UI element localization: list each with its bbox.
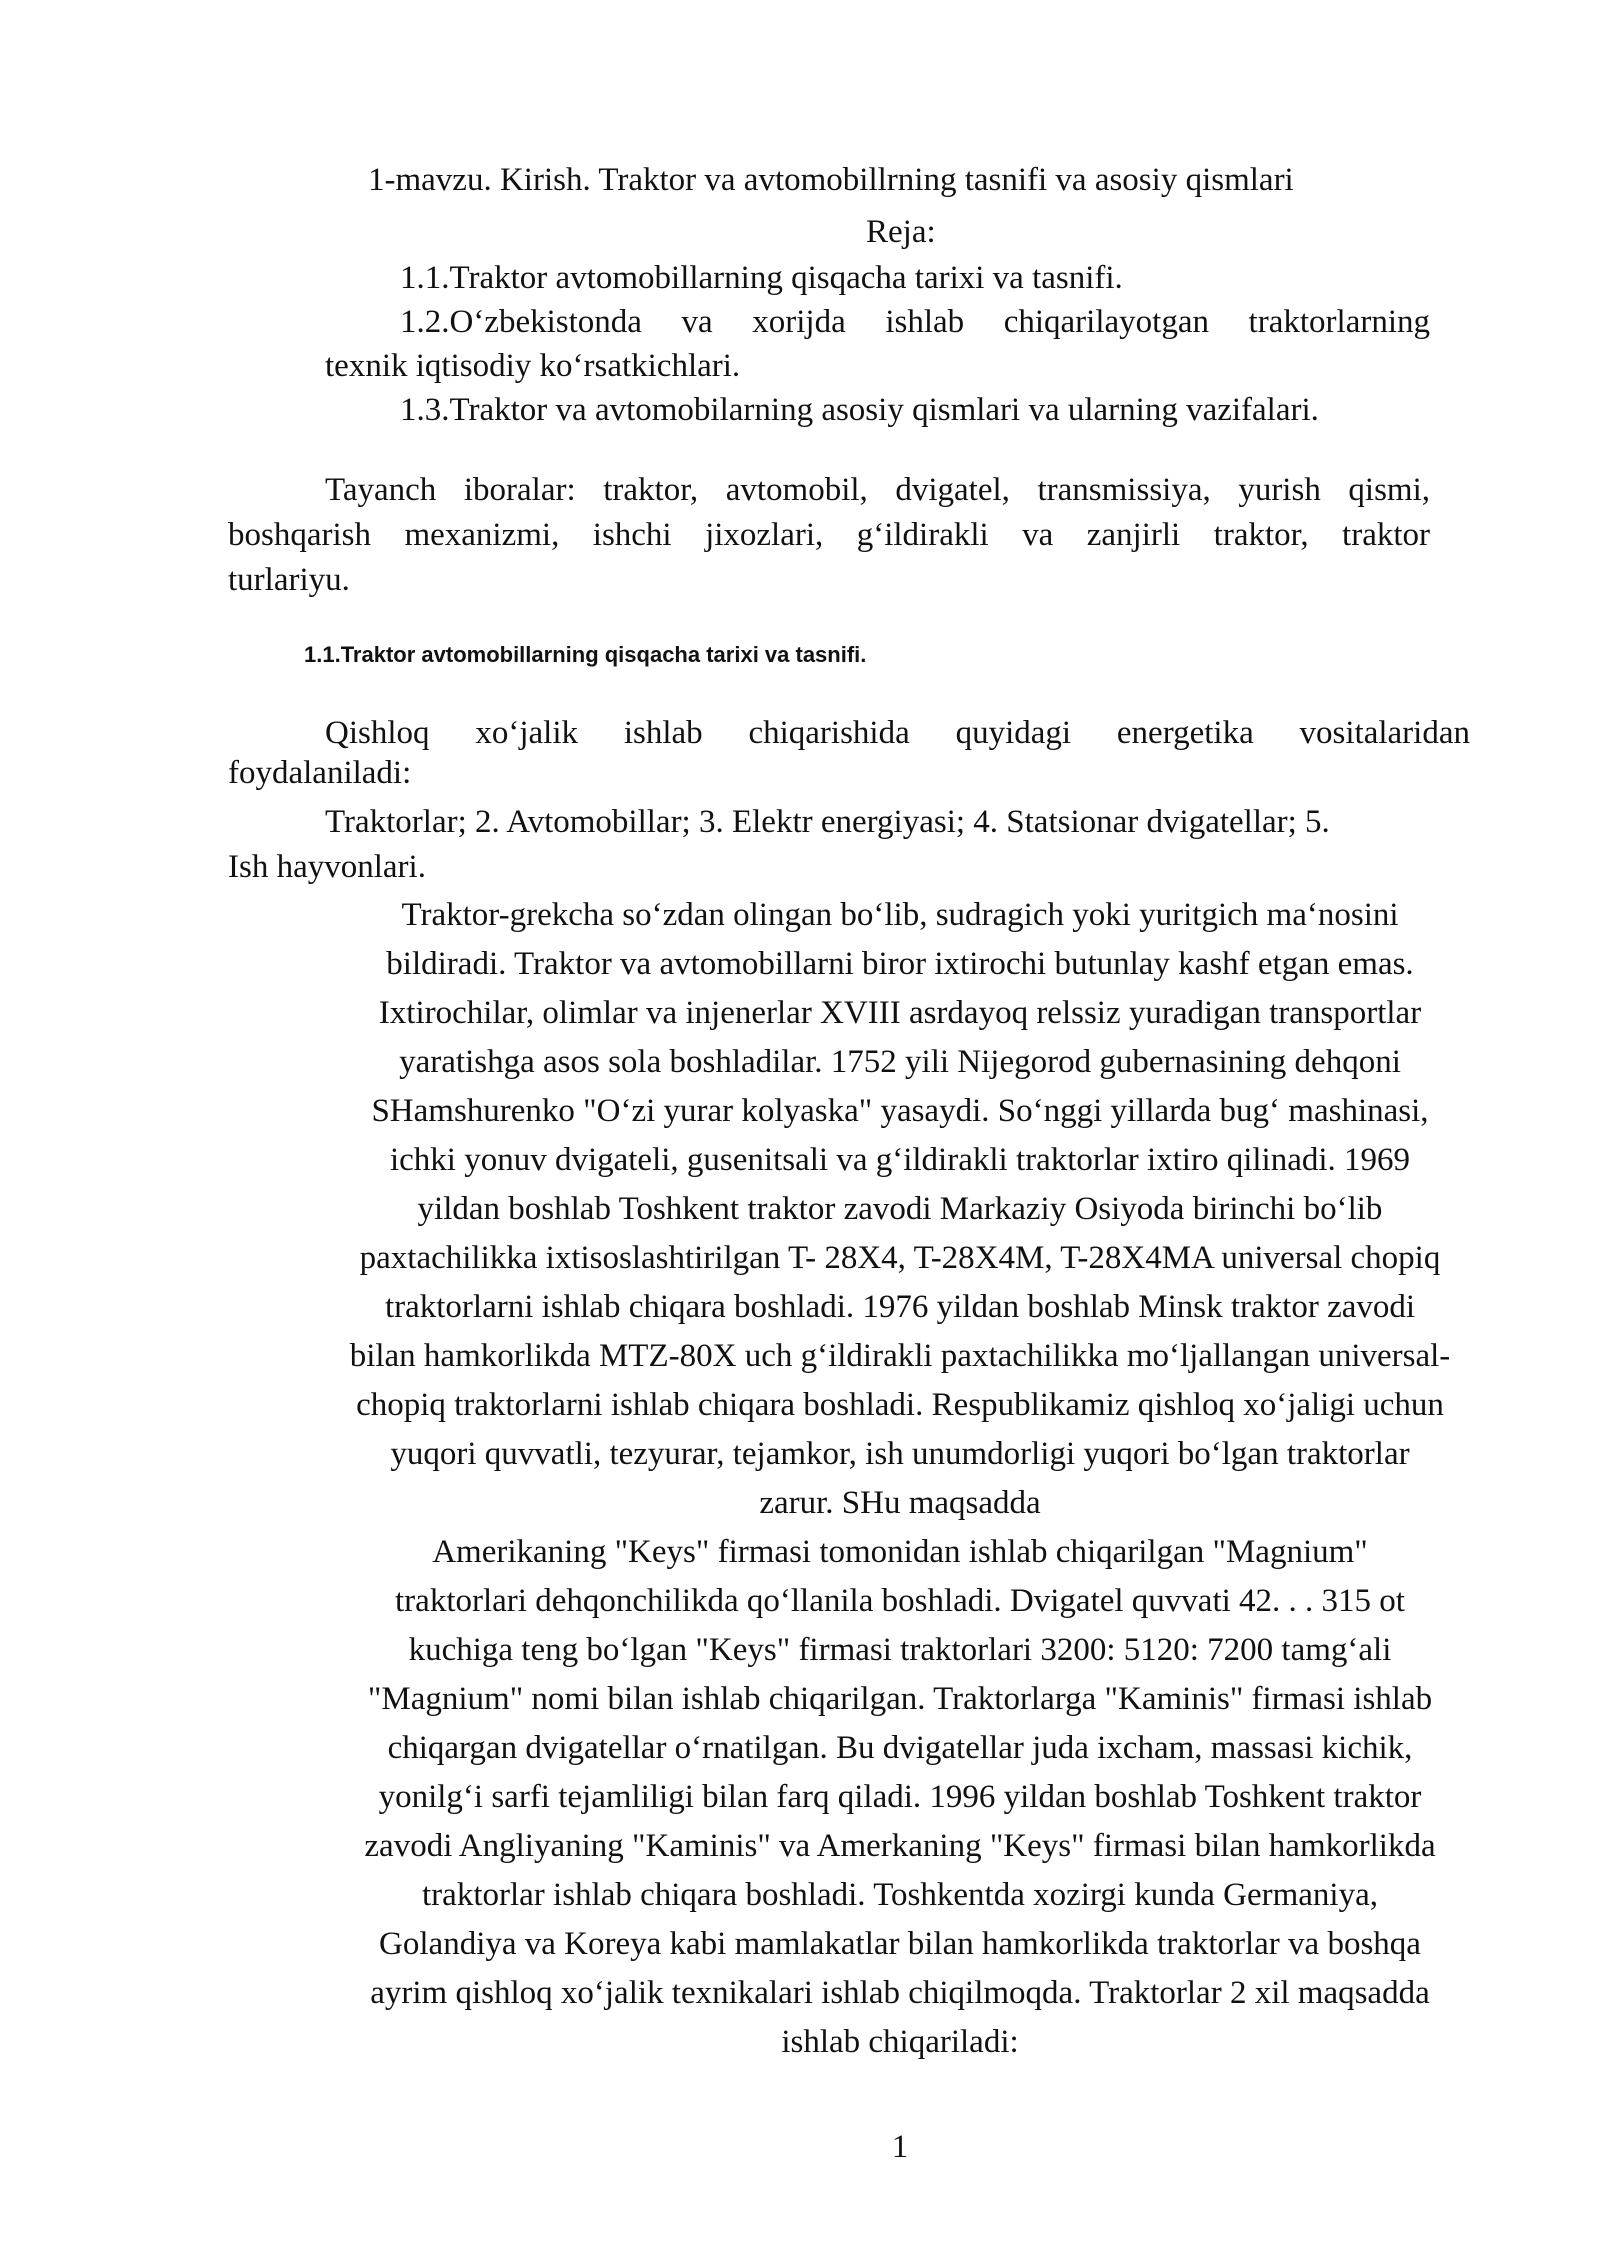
paragraph-line: Ixtirochilar, olimlar va injenerlar XVIII asrdayoq relssiz yuradigan transportlar: [378, 995, 1422, 1031]
paragraph-line: chiqargan dvigatellar o‘rnatilgan. Bu dvigatellar juda ixcham, massasi kichik,: [387, 1730, 1413, 1766]
plan-item-continuation: texnik iqtisodiy ko‘rsatkichlari.: [325, 348, 741, 384]
paragraph-line: SHamshurenko "O‘zi yurar kolyaska" yasaydi. So‘nggi yillarda bug‘ mashinasi,: [371, 1093, 1429, 1129]
paragraph-line: paxtachilikka ixtisoslashtirilgan T- 28X4, T-28X4M, T-28X4MA universal chopiq: [359, 1240, 1441, 1276]
paragraph-line: yildan boshlab Toshkent traktor zavodi Markaziy Osiyoda birinchi bo‘lib: [417, 1191, 1383, 1227]
plan-item: 1.2.O‘zbekistonda va xorijda ishlab chiqarilayotgan traktorlarning: [400, 304, 1430, 340]
document-title: 1-mavzu. Kirish. Traktor va avtomobillrning tasnifi va asosiy qismlari: [368, 162, 1294, 198]
paragraph-line: zavodi Angliyaning "Kaminis" va Amerkaning "Keys" firmasi bilan hamkorlikda: [364, 1828, 1436, 1864]
paragraph-line: traktorlari dehqonchilikda qo‘llanila boshladi. Dvigatel quvvati 42. . . 315 ot: [395, 1583, 1405, 1619]
plan-item: 1.3.Traktor va avtomobilarning asosiy qismlari va ularning vazifalari.: [400, 392, 1319, 428]
section-heading: 1.1.Traktor avtomobillarning qisqacha tarixi va tasnifi.: [304, 642, 867, 667]
paragraph-line: foydalaniladi:: [228, 755, 412, 791]
paragraph-line: Traktorlar; 2. Avtomobillar; 3. Elektr energiyasi; 4. Statsionar dvigatellar; 5.: [325, 804, 1330, 840]
paragraph-line: ayrim qishloq xo‘jalik texnikalari ishlab chiqilmoqda. Traktorlar 2 xil maqsadda: [370, 1975, 1430, 2011]
keywords-line: boshqarish mexanizmi, ishchi jixozlari, g‘ildirakli va zanjirli traktor, traktor: [228, 517, 1430, 553]
paragraph-line: Ish hayvonlari.: [228, 849, 426, 885]
paragraph-line: yuqori quvvatli, tezyurar, tejamkor, ish unumdorligi yuqori bo‘lgan traktorlar: [390, 1436, 1410, 1472]
paragraph-line: Golandiya va Koreya kabi mamlakatlar bilan hamkorlikda traktorlar va boshqa: [379, 1926, 1421, 1962]
plan-item: 1.1.Traktor avtomobillarning qisqacha tarixi va tasnifi.: [400, 260, 1123, 296]
paragraph-line: Amerikaning "Keys" firmasi tomonidan ishlab chiqarilgan "Magnium": [432, 1534, 1368, 1570]
page-number: 1: [891, 2129, 909, 2165]
plan-heading: Reja:: [866, 214, 936, 250]
paragraph-line: Traktor-grekcha so‘zdan olingan bo‘lib, sudragich yoki yuritgich ma‘nosini: [401, 897, 1399, 933]
paragraph-line: ishlab chiqariladi:: [781, 2024, 1019, 2060]
paragraph-line: "Magnium" nomi bilan ishlab chiqarilgan. Traktorlarga "Kaminis" firmasi ishlab: [367, 1681, 1433, 1717]
paragraph-line: kuchiga teng bo‘lgan "Keys" firmasi traktorlari 3200: 5120: 7200 tamg‘ali: [408, 1632, 1392, 1668]
paragraph-line: Qishloq xo‘jalik ishlab chiqarishida quyidagi energetika vositalaridan: [325, 715, 1470, 751]
paragraph-line: bildiradi. Traktor va avtomobillarni biror ixtirochi butunlay kashf etgan emas.: [386, 946, 1414, 982]
paragraph-line: chopiq traktorlarni ishlab chiqara boshladi. Respublikamiz qishloq xo‘jaligi uchun: [356, 1387, 1444, 1423]
paragraph-line: yonilg‘i sarfi tejamliligi bilan farq qiladi. 1996 yildan boshlab Toshkent traktor: [378, 1779, 1422, 1815]
paragraph-line: traktorlarni ishlab chiqara boshladi. 1976 yildan boshlab Minsk traktor zavodi: [384, 1289, 1416, 1325]
paragraph-line: yaratishga asos sola boshladilar. 1752 yili Nijegorod gubernasining dehqoni: [399, 1044, 1401, 1080]
paragraph-line: zarur. SHu maqsadda: [759, 1485, 1041, 1521]
keywords-line: turlariyu.: [228, 562, 350, 598]
paragraph-line: bilan hamkorlikda MTZ-80X uch g‘ildirakli paxtachilikka mo‘ljallangan universal-: [349, 1338, 1451, 1374]
paragraph-line: traktorlar ishlab chiqara boshladi. Toshkentda xozirgi kunda Germaniya,: [422, 1877, 1378, 1913]
keywords-line: Tayanch iboralar: traktor, avtomobil, dvigatel, transmissiya, yurish qismi,: [325, 472, 1430, 508]
paragraph-line: ichki yonuv dvigateli, gusenitsali va g‘ildirakli traktorlar ixtiro qilinadi. 1969: [389, 1142, 1411, 1178]
